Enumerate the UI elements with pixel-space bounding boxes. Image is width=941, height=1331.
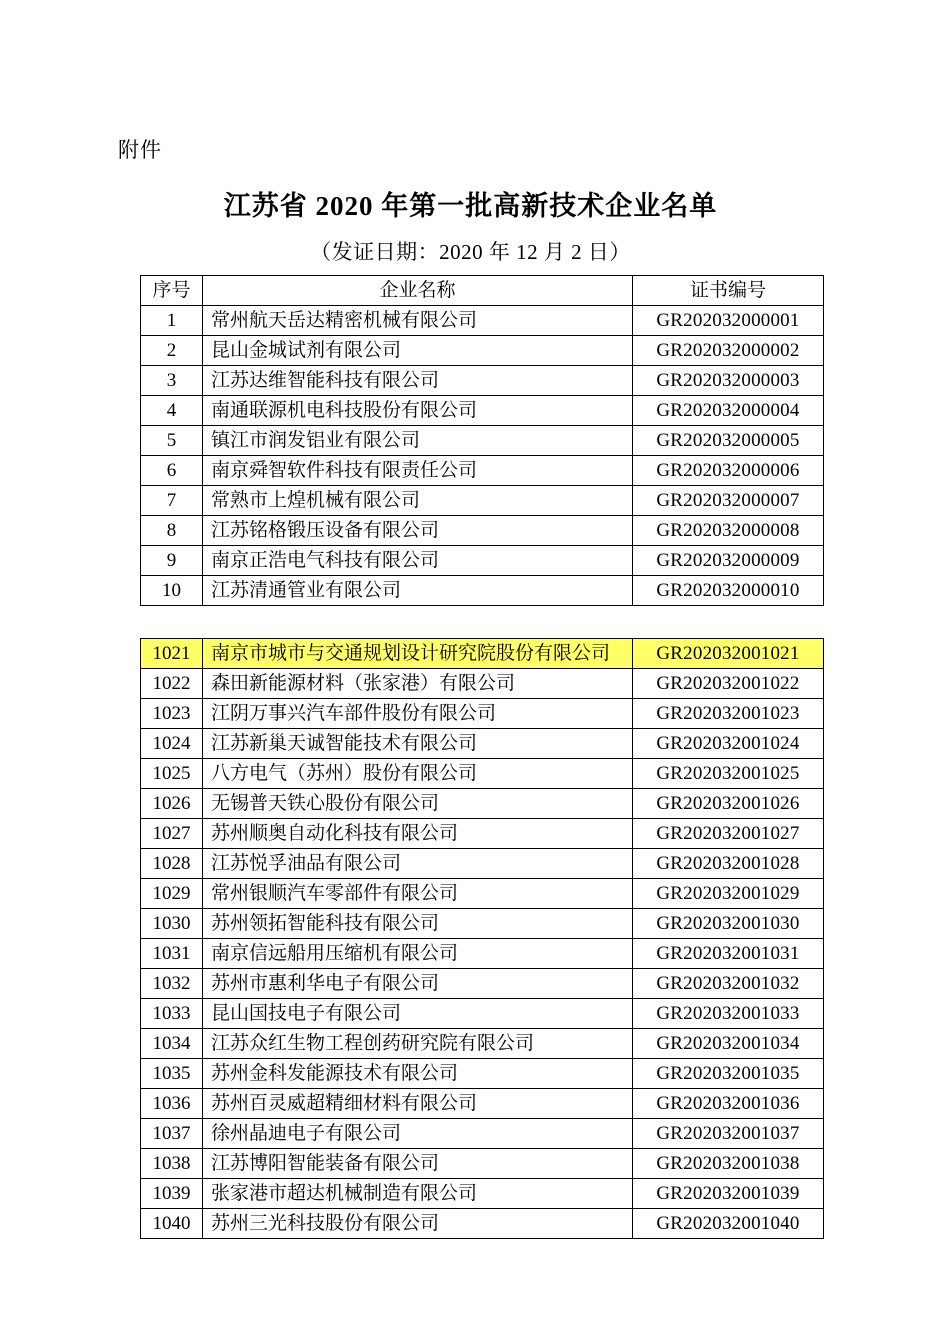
cell-enterprise-name: 南京信远船用压缩机有限公司 — [203, 939, 633, 969]
cell-certificate-number: GR202032001034 — [633, 1029, 824, 1059]
table-row — [141, 879, 824, 909]
cell-certificate-number: GR202032000010 — [633, 576, 824, 606]
cell-seq: 1040 — [141, 1209, 203, 1239]
cell-certificate-number: GR202032000002 — [633, 336, 824, 366]
cell-enterprise-name: 江苏博阳智能装备有限公司 — [203, 1149, 633, 1179]
cell-enterprise-name: 苏州金科发能源技术有限公司 — [203, 1059, 633, 1089]
table-row — [141, 639, 824, 669]
table-row — [141, 849, 824, 879]
cell-seq: 1028 — [141, 849, 203, 879]
table-row — [141, 669, 824, 699]
column-header-cert: 证书编号 — [633, 276, 824, 306]
cell-enterprise-name: 徐州晶迪电子有限公司 — [203, 1119, 633, 1149]
cell-certificate-number: GR202032001040 — [633, 1209, 824, 1239]
cell-seq: 6 — [141, 456, 203, 486]
cell-enterprise-name: 南京正浩电气科技有限公司 — [203, 546, 633, 576]
cell-certificate-number: GR202032001036 — [633, 1089, 824, 1119]
cell-seq: 1030 — [141, 909, 203, 939]
cell-enterprise-name: 苏州顺奥自动化科技有限公司 — [203, 819, 633, 849]
cell-certificate-number: GR202032001035 — [633, 1059, 824, 1089]
cell-enterprise-name: 无锡普天铁心股份有限公司 — [203, 789, 633, 819]
cell-seq: 1029 — [141, 879, 203, 909]
cell-certificate-number: GR202032001039 — [633, 1179, 824, 1209]
cell-enterprise-name: 常熟市上煌机械有限公司 — [203, 486, 633, 516]
cell-certificate-number: GR202032001022 — [633, 669, 824, 699]
cell-enterprise-name: 江苏众红生物工程创药研究院有限公司 — [203, 1029, 633, 1059]
cell-seq: 3 — [141, 366, 203, 396]
cell-certificate-number: GR202032001037 — [633, 1119, 824, 1149]
cell-enterprise-name: 常州航天岳达精密机械有限公司 — [203, 306, 633, 336]
table-row — [141, 426, 824, 456]
cell-seq: 8 — [141, 516, 203, 546]
cell-certificate-number: GR202032000009 — [633, 546, 824, 576]
cell-certificate-number: GR202032001026 — [633, 789, 824, 819]
cell-certificate-number: GR202032000008 — [633, 516, 824, 546]
cell-seq: 4 — [141, 396, 203, 426]
table-row — [141, 1149, 824, 1179]
cell-seq: 1038 — [141, 1149, 203, 1179]
cell-certificate-number: GR202032001029 — [633, 879, 824, 909]
cell-seq: 1021 — [141, 639, 203, 669]
column-header-seq: 序号 — [141, 276, 203, 306]
cell-certificate-number: GR202032000003 — [633, 366, 824, 396]
table-row — [141, 1029, 824, 1059]
cell-seq: 1031 — [141, 939, 203, 969]
cell-enterprise-name: 江苏达维智能科技有限公司 — [203, 366, 633, 396]
cell-seq: 9 — [141, 546, 203, 576]
cell-certificate-number: GR202032001021 — [633, 639, 824, 669]
table-row — [141, 1179, 824, 1209]
cell-seq: 1032 — [141, 969, 203, 999]
cell-certificate-number: GR202032001033 — [633, 999, 824, 1029]
cell-enterprise-name: 苏州三光科技股份有限公司 — [203, 1209, 633, 1239]
table-row — [141, 999, 824, 1029]
cell-seq: 1034 — [141, 1029, 203, 1059]
cell-enterprise-name: 南京舜智软件科技有限责任公司 — [203, 456, 633, 486]
cell-seq: 1026 — [141, 789, 203, 819]
table-row — [141, 396, 824, 426]
cell-certificate-number: GR202032000007 — [633, 486, 824, 516]
table-header-row — [141, 276, 824, 306]
cell-enterprise-name: 张家港市超达机械制造有限公司 — [203, 1179, 633, 1209]
cell-certificate-number: GR202032001025 — [633, 759, 824, 789]
cell-certificate-number: GR202032001027 — [633, 819, 824, 849]
cell-seq: 5 — [141, 426, 203, 456]
cell-enterprise-name: 镇江市润发铝业有限公司 — [203, 426, 633, 456]
cell-seq: 1025 — [141, 759, 203, 789]
cell-seq: 1027 — [141, 819, 203, 849]
table-row — [141, 909, 824, 939]
table-row — [141, 969, 824, 999]
cell-seq: 1036 — [141, 1089, 203, 1119]
cell-seq: 1022 — [141, 669, 203, 699]
cell-enterprise-name: 南京市城市与交通规划设计研究院股份有限公司 — [203, 639, 633, 669]
table-row — [141, 366, 824, 396]
cell-enterprise-name: 苏州领拓智能科技有限公司 — [203, 909, 633, 939]
cell-seq: 1037 — [141, 1119, 203, 1149]
table-row — [141, 576, 824, 606]
table-row — [141, 546, 824, 576]
table-row — [141, 306, 824, 336]
table-row — [141, 789, 824, 819]
table-row — [141, 516, 824, 546]
table-row — [141, 819, 824, 849]
cell-enterprise-name: 江苏悦孚油品有限公司 — [203, 849, 633, 879]
cell-seq: 1 — [141, 306, 203, 336]
table-row — [141, 336, 824, 366]
cell-seq: 1033 — [141, 999, 203, 1029]
cell-seq: 2 — [141, 336, 203, 366]
cell-certificate-number: GR202032000001 — [633, 306, 824, 336]
cell-certificate-number: GR202032000004 — [633, 396, 824, 426]
column-header-name: 企业名称 — [203, 276, 633, 306]
table-row — [141, 1209, 824, 1239]
cell-enterprise-name: 昆山国技电子有限公司 — [203, 999, 633, 1029]
cell-certificate-number: GR202032001024 — [633, 729, 824, 759]
cell-enterprise-name: 江苏新巢天诚智能技术有限公司 — [203, 729, 633, 759]
cell-certificate-number: GR202032001028 — [633, 849, 824, 879]
cell-seq: 7 — [141, 486, 203, 516]
cell-enterprise-name: 常州银顺汽车零部件有限公司 — [203, 879, 633, 909]
table-row — [141, 1089, 824, 1119]
table-row — [141, 1059, 824, 1089]
table-row — [141, 759, 824, 789]
cell-seq: 1023 — [141, 699, 203, 729]
cell-certificate-number: GR202032001032 — [633, 969, 824, 999]
cell-certificate-number: GR202032000006 — [633, 456, 824, 486]
cell-enterprise-name: 江苏清通管业有限公司 — [203, 576, 633, 606]
table-row — [141, 939, 824, 969]
cell-enterprise-name: 苏州市惠利华电子有限公司 — [203, 969, 633, 999]
issue-date-subtitle: （发证日期：2020 年 12 月 2 日） — [310, 240, 631, 264]
page-title: 江苏省 2020 年第一批高新技术企业名单 — [223, 191, 718, 221]
enterprise-table-first — [140, 275, 824, 606]
table-row — [141, 699, 824, 729]
cell-certificate-number: GR202032001031 — [633, 939, 824, 969]
table-row — [141, 456, 824, 486]
attachment-label: 附件 — [118, 138, 162, 162]
cell-seq: 1039 — [141, 1179, 203, 1209]
cell-enterprise-name: 苏州百灵威超精细材料有限公司 — [203, 1089, 633, 1119]
cell-enterprise-name: 江苏铭格锻压设备有限公司 — [203, 516, 633, 546]
cell-enterprise-name: 森田新能源材料（张家港）有限公司 — [203, 669, 633, 699]
table-row — [141, 486, 824, 516]
table-row — [141, 1119, 824, 1149]
cell-seq: 10 — [141, 576, 203, 606]
cell-certificate-number: GR202032001038 — [633, 1149, 824, 1179]
cell-certificate-number: GR202032000005 — [633, 426, 824, 456]
cell-enterprise-name: 八方电气（苏州）股份有限公司 — [203, 759, 633, 789]
cell-enterprise-name: 南通联源机电科技股份有限公司 — [203, 396, 633, 426]
table-row — [141, 729, 824, 759]
cell-enterprise-name: 昆山金城试剂有限公司 — [203, 336, 633, 366]
cell-certificate-number: GR202032001030 — [633, 909, 824, 939]
cell-certificate-number: GR202032001023 — [633, 699, 824, 729]
enterprise-table-second — [140, 638, 824, 1239]
cell-seq: 1035 — [141, 1059, 203, 1089]
cell-enterprise-name: 江阴万事兴汽车部件股份有限公司 — [203, 699, 633, 729]
cell-seq: 1024 — [141, 729, 203, 759]
